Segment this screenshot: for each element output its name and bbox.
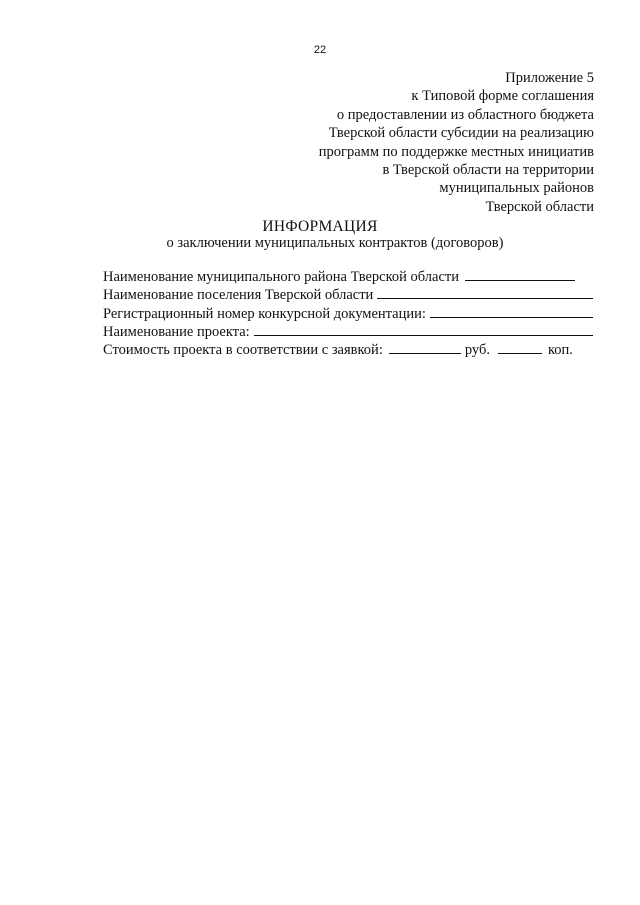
- annex-line: о предоставлении из областного бюджета: [336, 106, 594, 123]
- registration-label: Регистрационный номер конкурсной документации:: [103, 305, 426, 322]
- registration-field: [103, 305, 593, 323]
- district-label: Наименование муниципального района Тверской области: [103, 269, 460, 285]
- annex-line: Приложение 5: [505, 70, 594, 86]
- annex-line: Тверской области субсидии на реализацию: [328, 125, 594, 142]
- settlement-blank[interactable]: [377, 286, 593, 299]
- annex-line: к Типовой форме соглашения: [411, 88, 594, 105]
- rub-label: руб.: [464, 342, 490, 359]
- form-fields: [103, 268, 593, 359]
- district-blank[interactable]: [465, 268, 575, 281]
- annex-line: муниципальных районов: [439, 180, 594, 197]
- cost-label: Стоимость проекта в соответствии с заявкой:: [103, 342, 383, 359]
- registration-blank[interactable]: [430, 305, 593, 318]
- rub-blank[interactable]: [389, 341, 461, 354]
- district-field: [103, 268, 593, 286]
- annex-line: Тверской области: [485, 198, 594, 215]
- kop-label: коп.: [547, 342, 573, 359]
- document-title: ИНФОРМАЦИЯ: [262, 218, 378, 235]
- annex-line: программ по поддержке местных инициатив: [318, 143, 594, 160]
- settlement-field: [103, 286, 593, 304]
- page-number: 22: [313, 44, 327, 56]
- annex-header: [234, 69, 594, 216]
- settlement-label: Наименование поселения Тверской области: [103, 287, 374, 304]
- project-label: Наименование проекта:: [103, 323, 250, 340]
- cost-field: [103, 341, 593, 359]
- document-subtitle: о заключении муниципальных контрактов (договоров): [166, 235, 504, 251]
- annex-line: в Тверской области на территории: [382, 162, 594, 179]
- kop-blank[interactable]: [498, 341, 542, 354]
- project-blank[interactable]: [254, 323, 593, 336]
- project-field: [103, 323, 593, 341]
